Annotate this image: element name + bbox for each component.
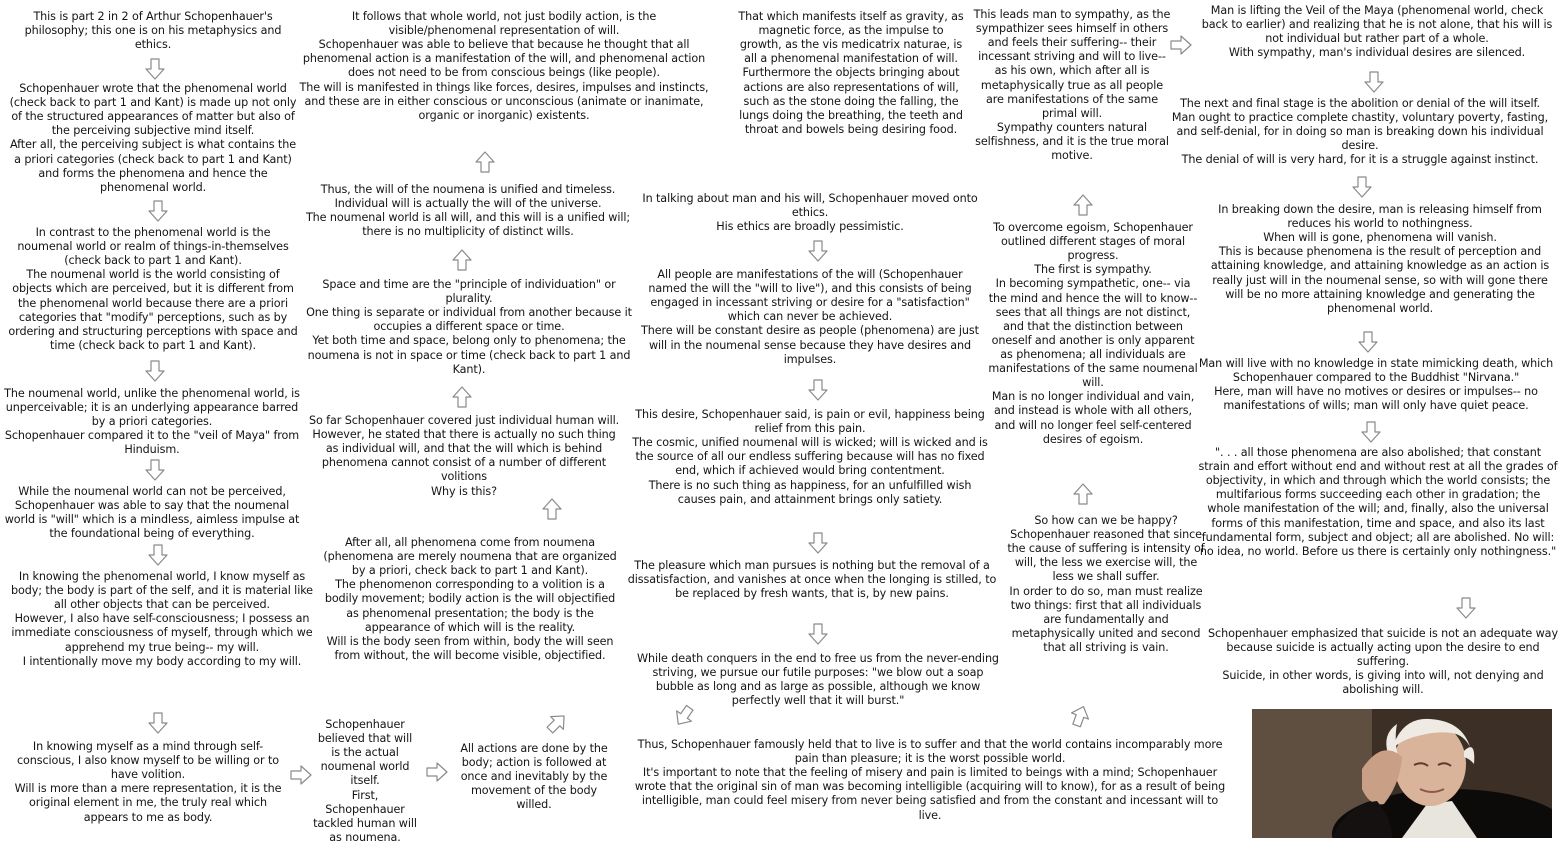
note-line: In order to do so, man must realize two things: first that all individuals are fundamentally and metaphysically united and second that all striving is vain.	[1009, 584, 1203, 654]
note-line: In knowing the phenomenal world, I know myself as body; the body is part of the self, and it is material like all other objects that can be perceived.	[11, 570, 313, 612]
note-line: ". . . all those phenomena are also abolished; that constant strain and effort without end and without rest at all the grades of objectivity, in which and through which the world consists; the multifarious forms succeeding each other in gradation; the whole manifestation of the will; and, finally, also the universal forms of this manifestation, time and space, and also its last fundamental form, subject and object; all are abolished. No will: no idea, no world. Before us there is certainly only nothingness."	[1198, 446, 1558, 558]
arrow	[476, 152, 494, 172]
note-line: Schopenhauer wrote that the phenomenal world (check back to part 1 and Kant) is made up not only of the structured appearances of matter but also of the perceiving subjective mind itself.	[9, 82, 297, 138]
note-line: After all, all phenomena come from noumena (phenomena are merely noumena that are organized by a priori, check back to part 1 and Kant).	[323, 536, 617, 578]
note-line: The will is manifested in things like forces, desires, impulses and instincts, and these are in either conscious or unconscious (animate or inanimate, organic or inorganic) existents.	[299, 80, 709, 122]
portrait-illustration	[1252, 709, 1552, 838]
note-line: Individual will is actually the will of the universe.	[334, 197, 602, 211]
note-line: Schopenhauer emphasized that suicide is not an adequate way because suicide is actually acting upon the desire to end suffering.	[1208, 627, 1558, 669]
note-line: All actions are done by the body; action is followed at once and inevitably by the movement of the body willed.	[460, 742, 608, 812]
note-line: While the noumenal world can not be perceived, Schopenhauer was able to say that the noumenal world is "will" which is a mindless, aimless impulse at the foundational being of everything.	[4, 485, 300, 541]
arrow	[809, 533, 827, 553]
note-line: In breaking down the desire, man is releasing himself from reduces his world to nothingness.	[1218, 203, 1542, 231]
arrow	[1353, 177, 1371, 197]
arrow	[1074, 484, 1092, 504]
note-line: Suicide, in other words, is giving into will, not denying and abolishing will.	[1222, 669, 1544, 697]
note-line: There is no such thing as happiness, for an unfulfilled wish causes pain, and attainment brings only satiety.	[648, 478, 972, 506]
note-line: All people are manifestations of the will (Schopenhauer named the will the "will to live"), and this consists of being engaged in incessant striving or desire for a "satisfaction" which can never be achieved.	[648, 268, 972, 324]
note-line: Man is no longer individual and vain, and instead is whole with all others, and will no longer feel self-centered desires of egoism.	[991, 390, 1195, 446]
note-line: First, Schopenhauer tackled human will as noumena.	[313, 788, 417, 844]
note-line: Schopenhauer compared it to the "veil of Maya" from Hinduism.	[4, 429, 300, 457]
note-line: When will is gone, phenomena will vanish.	[1263, 231, 1497, 245]
note-line: Yet both time and space, belong only to phenomena; the noumena is not in space or time (check back to part 1 and Kant).	[307, 334, 631, 376]
note-line: There will be constant desire as people (phenomena) are just will in the noumenal sense because they have desires and impulses.	[641, 324, 979, 366]
note-line: It's important to note that the feeling of misery and pain is limited to beings with a mind; Schopenhauer wrote that the original sin of man was becoming intelligible (acquiring will to know), for as a result of being intelligible, man could feel misery from never being satisfied and from the constant and incessant will to live.	[634, 766, 1226, 822]
note-line: That which manifests itself as gravity, as magnetic force, as the impulse to growth, as the vis medicatrix naturae, is all a phenomenal manifestation of will.	[738, 10, 964, 66]
note-line: Furthermore the objects bringing about actions are also representations of will, such as the stone doing the falling, the lungs doing the breathing, the teeth and throat and bowels being desiring food.	[739, 66, 963, 136]
note-line: Man is lifting the Veil of the Maya (phenomenal world, check back to earlier) and realizing that he is not alone, that his will is not individual but rather part of a whole.	[1201, 4, 1553, 46]
arrow	[149, 201, 167, 221]
arrow	[809, 624, 827, 644]
note-line: Schopenhauer believed that will is the actual noumenal world itself.	[317, 718, 413, 788]
note-line: To overcome egoism, Schopenhauer outlined different stages of moral progress.	[993, 221, 1193, 263]
arrow	[453, 387, 471, 407]
note-line: Sympathy counters natural selfishness, and it is the true moral motive.	[975, 120, 1169, 163]
note-line: Thus, the will of the noumena is unified and timeless.	[320, 183, 616, 196]
arrow	[146, 361, 164, 381]
note-line: Man will live with no knowledge in state mimicking death, which Schopenhauer compared to the Buddhist "Nirvana."	[1198, 357, 1554, 385]
note-line: The denial of will is very hard, for it is a struggle against instinct.	[1181, 153, 1539, 167]
arrow	[544, 710, 571, 737]
arrow	[543, 499, 561, 519]
arrow	[1068, 704, 1092, 729]
note-line: Man ought to practice complete chastity, voluntary poverty, fasting, and self-denial, for in doing so man is breaking down his individual desire.	[1171, 111, 1549, 153]
arrow	[146, 59, 164, 79]
note-line: The cosmic, unified noumenal will is wicked; will is wicked and is the source of all our endless suffering because will has no fixed end, which if achieved would bring contentment.	[632, 436, 988, 478]
note-line: Will is more than a mere representation, it is the original element in me, the truly real which appears to me as body.	[14, 782, 282, 824]
note-line: The noumenal world is the world consisting of objects which are perceived, but it is different from the phenomenal world because there are a priori categories that "modify" perceptions, such as by ordering and structuring perceptions with space and time (check back to part 1 and Kant).	[8, 268, 298, 352]
note-line: While death conquers in the end to free us from the never-ending striving, we pursue our futile purposes: "we blow out a soap bubble as long and as large as possible, although we know perfectly well that it will burst."	[637, 652, 999, 708]
note-line: Thus, Schopenhauer famously held that to live is to suffer and that the world contains incomparably more pain than pleasure; it is the worst possible world.	[637, 738, 1223, 766]
note-line: In becoming sympathetic, one-- via the mind and hence the will to know-- sees that all things are not distinct, and that the distinction between oneself and another is only apparent as phenomena; all individuals are manifestations of the same noumenal will.	[988, 277, 1198, 390]
note-line: Space and time are the "principle of individuation" or plurality.	[322, 278, 616, 306]
note-line: Will is the body seen from within, body the will seen from without, the will become visible, objectified.	[326, 634, 614, 662]
arrow	[1074, 195, 1092, 215]
note-line: This is part 2 in 2 of Arthur Schopenhauer's philosophy; this one is on his metaphysics and ethics.	[24, 10, 282, 52]
note-line: The noumenal world, unlike the phenomenal world, is unperceivable; it is an underlying appearance barred by a priori categories.	[4, 387, 300, 429]
arrow	[1362, 422, 1380, 442]
note-line: It follows that whole world, not just bodily action, is the visible/phenomenal representation of will.	[351, 10, 657, 38]
note-line: In talking about man and his will, Schopenhauer moved onto ethics.	[642, 192, 978, 220]
arrow	[1171, 36, 1191, 54]
note-line: The phenomenon corresponding to a volition is a bodily movement; bodily action is the will objectified as phenomenal presentation; the body is the appearance of which will is the reality.	[324, 578, 616, 634]
note-line: I intentionally move my body according to my will.	[22, 654, 302, 668]
arrow	[1359, 332, 1377, 352]
arrow	[1365, 72, 1383, 92]
arrow	[291, 766, 311, 784]
arrow	[427, 763, 447, 781]
note-line: The noumenal world is all will, and this will is a unified will; there is no multiplicity of distinct wills.	[305, 211, 631, 239]
note-line: One thing is separate or individual from another because it occupies a different space or time.	[306, 306, 632, 334]
arrow	[809, 380, 827, 400]
note-line: The next and final stage is the abolition or denial of the will itself.	[1180, 97, 1540, 110]
note-line: This is because phenomena is the result of perception and attaining knowledge, and attaining knowledge as an action is really just will in the noumenal sense, so with will gone there will be no more attaining knowledge and generating the phenomenal world.	[1210, 245, 1550, 315]
note-line: Why is this?	[431, 484, 497, 498]
note-line: Here, man will have no motives or desires or impulses-- no manifestations of wills; man will only have quiet peace.	[1214, 385, 1538, 413]
arrow	[453, 250, 471, 270]
note-line: This desire, Schopenhauer said, is pain or evil, happiness being relief from this pain.	[635, 408, 985, 436]
note-line: So how can we be happy? Schopenhauer reasoned that since the cause of suffering is intensity of will, the less we exercise will, the less we shall suffer.	[1007, 514, 1205, 584]
note-line: Schopenhauer was able to believe that because he thought that all phenomenal action is a manifestation of the will, and phenomenal action does not need to be from conscious beings (like people).	[302, 38, 706, 80]
note-line: The first is sympathy.	[1034, 263, 1152, 277]
note-line: After all, the perceiving subject is what contains the a priori categories (check back to part 1 and Kant) and forms the phenomena and hence the phenomenal world.	[10, 138, 296, 194]
arrow	[146, 460, 164, 480]
note-line: However, he stated that there is actually no such thing as individual will, and that the will which is behind phenomena cannot consist of a number of different volitions	[312, 428, 616, 484]
arrow	[149, 545, 167, 565]
schopenhauer-portrait	[1252, 709, 1552, 838]
note-line: This leads man to sympathy, as the sympathizer sees himself in others and feels their suffering-- their incessant striving and will to live-- as his own, which after all is metaphysically true as all people are manifestations of the same primal will.	[973, 8, 1171, 120]
arrow	[671, 703, 697, 730]
note-line: In contrast to the phenomenal world is the noumenal world or realm of things-in-themselves (check back to part 1 and Kant).	[17, 226, 289, 268]
note-line: So far Schopenhauer covered just individual human will.	[308, 414, 620, 427]
note-line: However, I also have self-consciousness; I possess an immediate consciousness of myself, through which we apprehend my true being-- my will.	[11, 612, 313, 654]
note-line: His ethics are broadly pessimistic.	[716, 220, 904, 234]
arrow	[149, 713, 167, 733]
note-line: The pleasure which man pursues is nothing but the removal of a dissatisfaction, and vanishes at once when the longing is stilled, to be replaced by fresh wants, that is, by new pains.	[627, 559, 997, 601]
arrow	[809, 241, 827, 261]
note-line: In knowing myself as a mind through self-conscious, I also know myself to be willing or to have volition.	[16, 740, 280, 782]
note-line: With sympathy, man's individual desires are silenced.	[1228, 46, 1526, 60]
arrow	[1457, 598, 1475, 618]
